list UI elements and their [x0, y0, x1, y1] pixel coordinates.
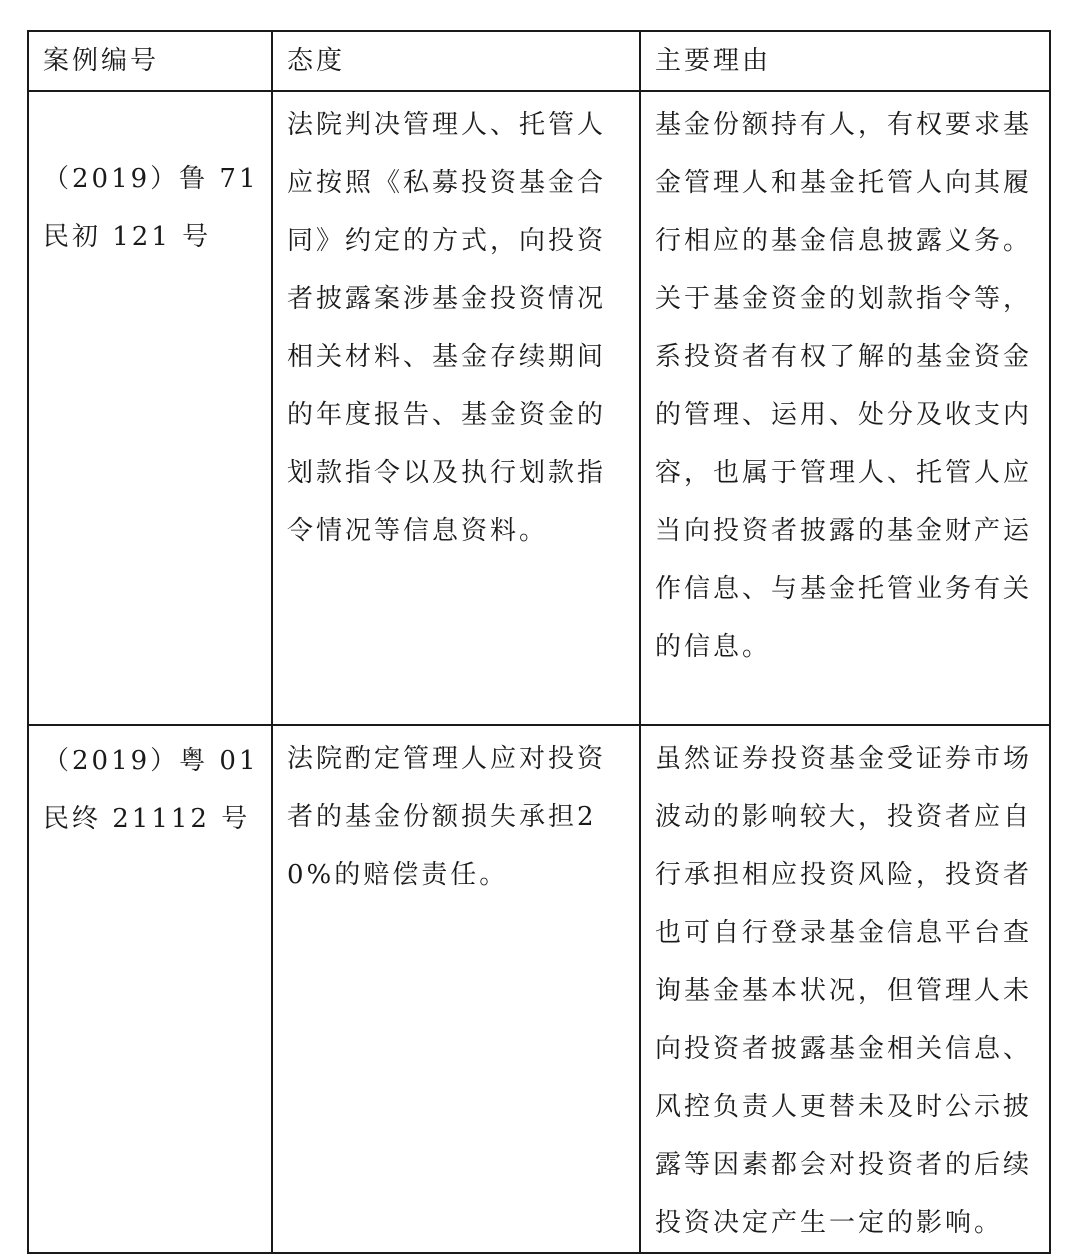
reason-cell: 虽然证券投资基金受证券市场波动的影响较大，投资者应自行承担相应投资风险，投资者也可自行登录基金信息平台查询基金基本状况，但管理人未向投资者披露基金相关信息、风控负责人更替未及时公示披露等因素都会对投资者的后续投资决定产生一定的影响。	[640, 725, 1050, 1253]
case-table	[27, 30, 1051, 1254]
case-number-cell: （2019）粤 01 民终 21112 号	[28, 725, 272, 1253]
attitude-cell: 法院酌定管理人应对投资者的基金份额损失承担20%的赔偿责任。	[272, 725, 640, 1253]
table-row	[28, 91, 1050, 725]
header-case-no: 案例编号	[28, 31, 272, 91]
case-number-cell: （2019）鲁 71 民初 121 号	[28, 91, 272, 725]
reason-cell: 基金份额持有人，有权要求基金管理人和基金托管人向其履行相应的基金信息披露义务。关于基金资金的划款指令等，系投资者有权了解的基金资金的管理、运用、处分及收支内容，也属于管理人、托管人应当向投资者披露的基金财产运作信息、与基金托管业务有关的信息。	[640, 91, 1050, 725]
table-row	[28, 725, 1050, 1253]
attitude-cell: 法院判决管理人、托管人应按照《私募投资基金合同》约定的方式，向投资者披露案涉基金投资情况相关材料、基金存续期间的年度报告、基金资金的划款指令以及执行划款指令情况等信息资料。	[272, 91, 640, 725]
header-reason: 主要理由	[640, 31, 1050, 91]
header-attitude: 态度	[272, 31, 640, 91]
table-header-row	[28, 31, 1050, 91]
